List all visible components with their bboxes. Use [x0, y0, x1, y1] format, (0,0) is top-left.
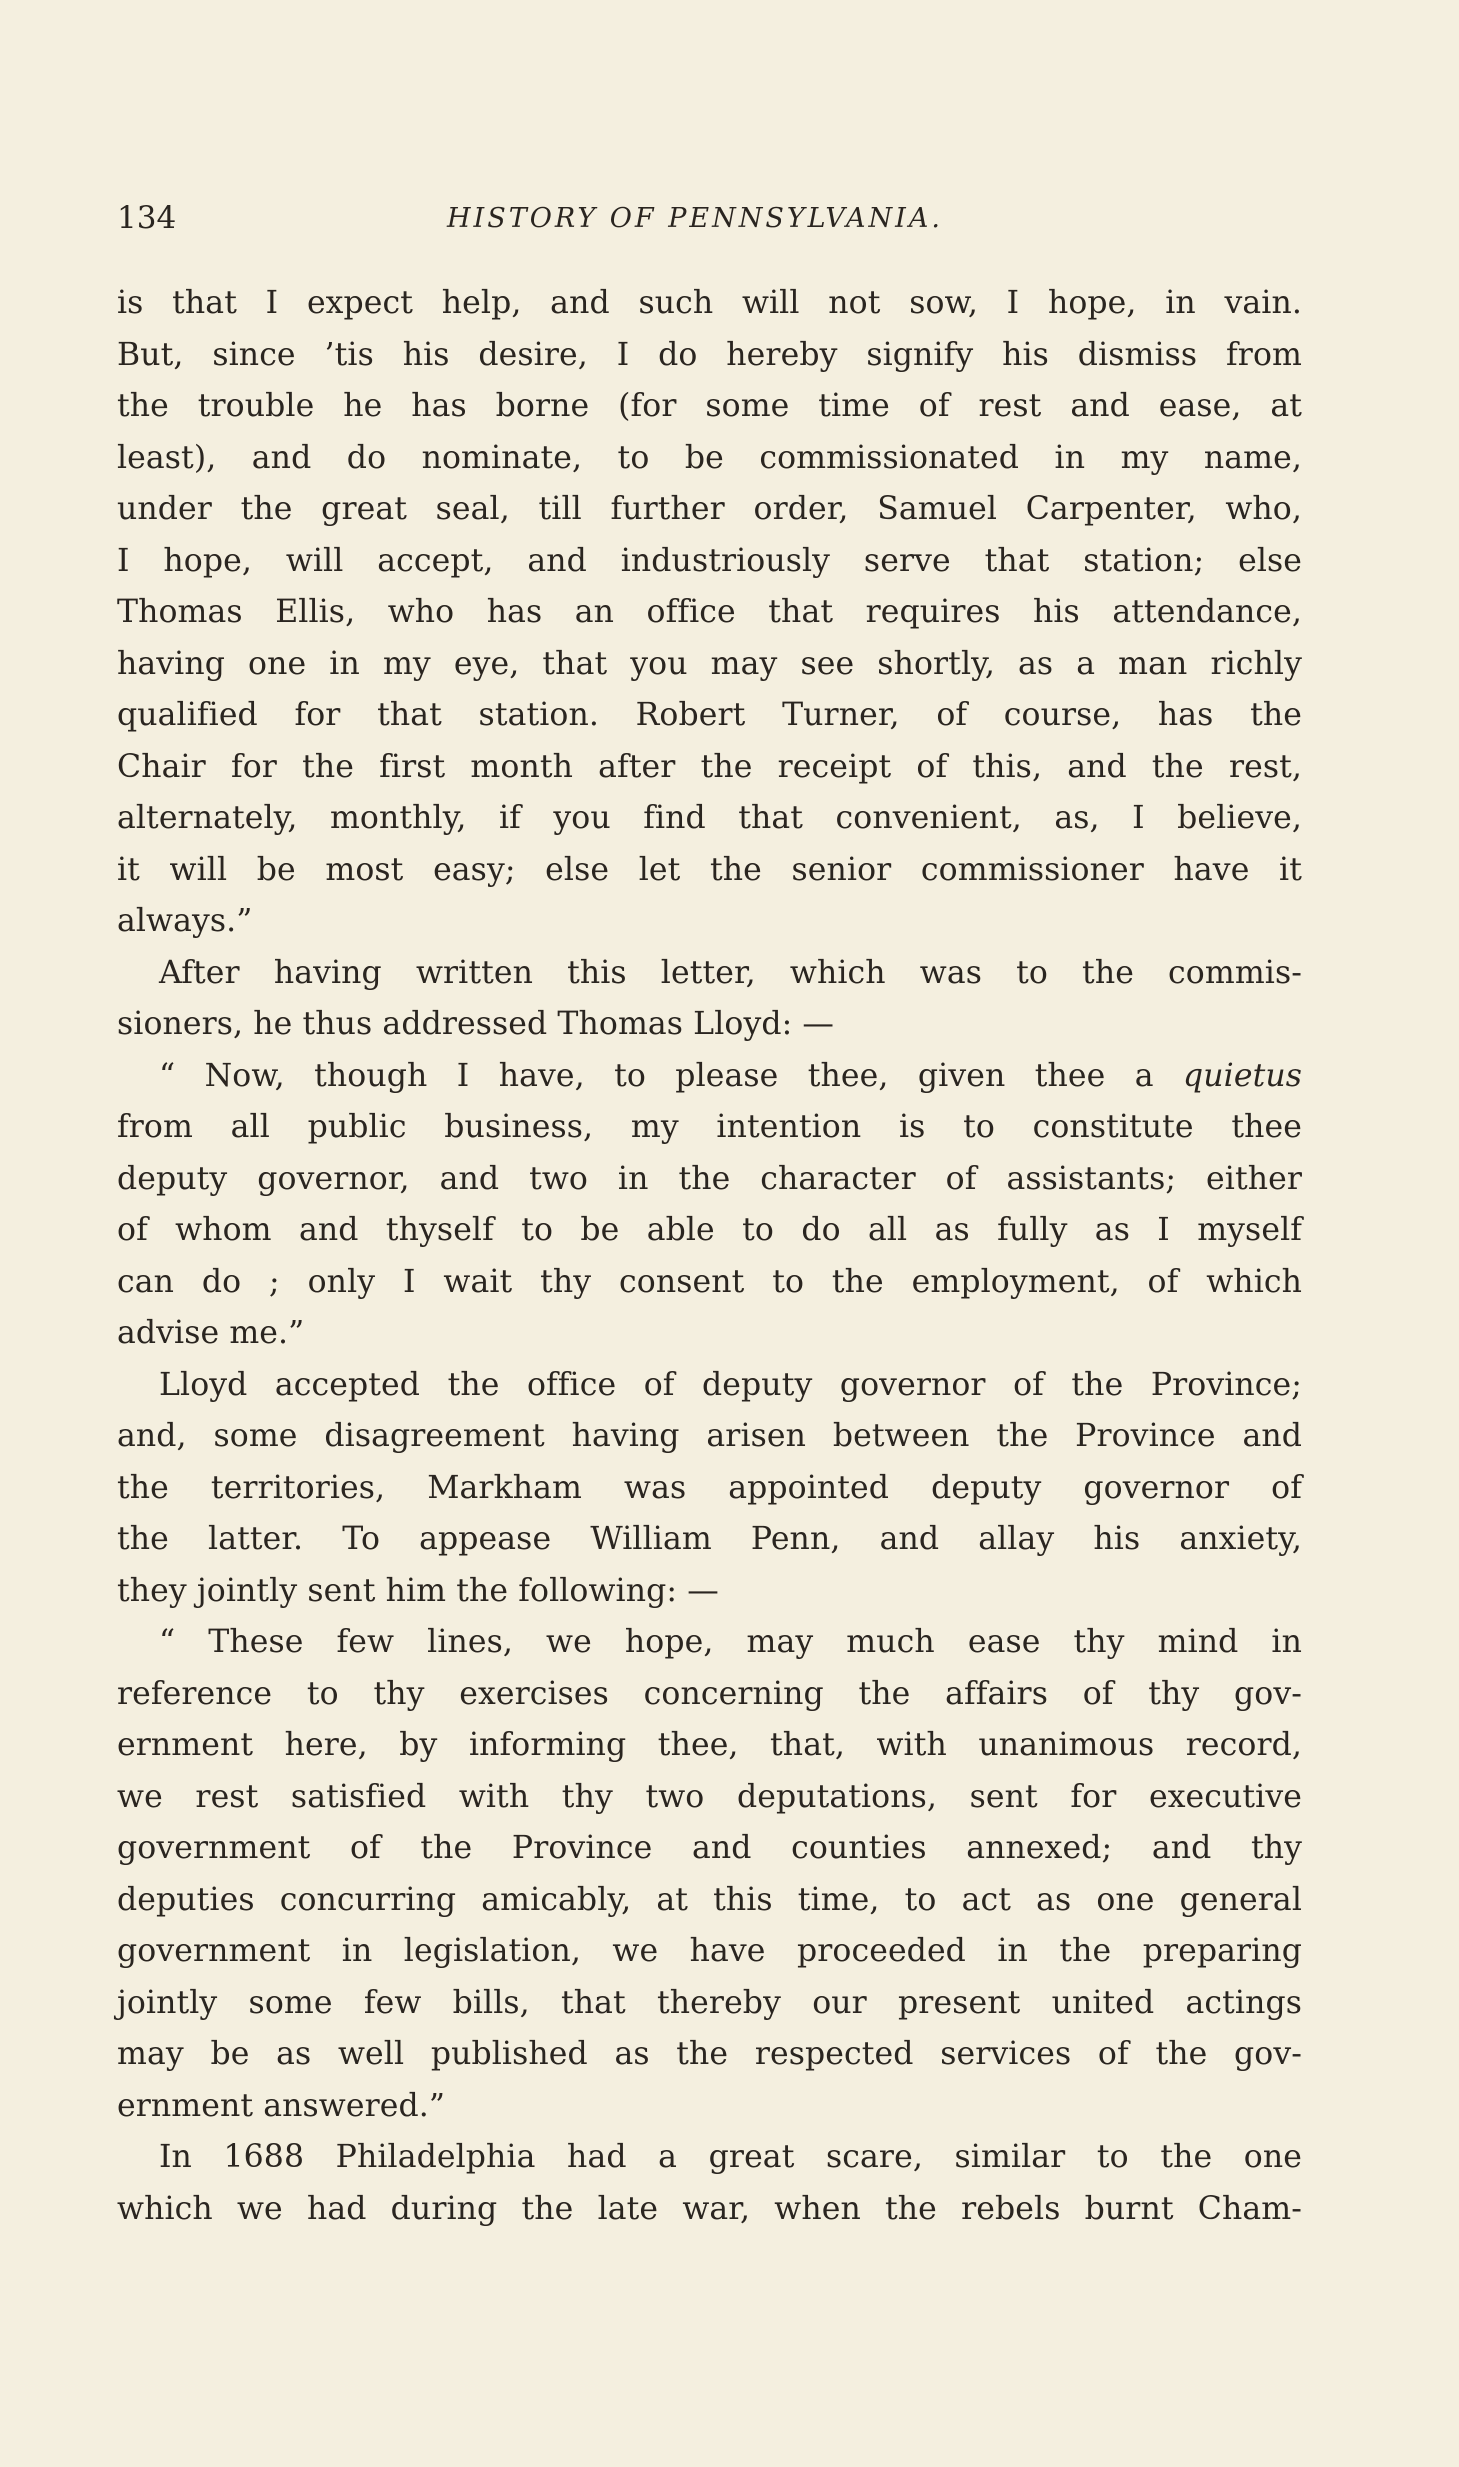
- page-number: 134: [117, 200, 177, 236]
- body-text: [117, 278, 1302, 2235]
- text-line: government of the Province and counties annexed; and thy: [117, 1830, 1302, 1866]
- text-line: After having written this letter, which was to the commis-: [159, 954, 1302, 991]
- text-line: Lloyd accepted the office of deputy governor of the Province;: [159, 1366, 1302, 1403]
- text-line: advise me.”: [117, 1315, 305, 1351]
- text-line: “ Now, though I have, to please thee, given thee a quietus: [159, 1057, 1302, 1094]
- text-line: the trouble he has borne (for some time of rest and ease, at: [117, 388, 1302, 424]
- text-line: “ These few lines, we hope, may much ease thy mind in: [159, 1624, 1302, 1660]
- text-line: ernment answered.”: [117, 2087, 446, 2124]
- text-line: under the great seal, till further order, Samuel Carpenter, who,: [117, 491, 1302, 527]
- text-line: reference to thy exercises concerning the affairs of thy gov-: [117, 1675, 1302, 1712]
- text-line: they jointly sent him the following: —: [117, 1572, 719, 1609]
- text-line: least), and do nominate, to be commissionated in my name,: [117, 439, 1302, 476]
- text-line: sioners, he thus addressed Thomas Lloyd: —: [117, 1006, 835, 1042]
- text-line: qualified for that station. Robert Turner, of course, has the: [117, 697, 1302, 733]
- text-line: alternately, monthly, if you find that convenient, as, I believe,: [117, 800, 1302, 836]
- text-line: is that I expect help, and such will not sow, I hope, in vain.: [117, 285, 1302, 321]
- text-line: may be as well published as the respected services of the gov-: [117, 2036, 1302, 2072]
- text-line: and, some disagreement having arisen between the Province and: [117, 1418, 1302, 1454]
- text-line: from all public business, my intention is to constitute thee: [117, 1109, 1302, 1145]
- text-line: the latter. To appease William Penn, and allay his anxiety,: [117, 1521, 1302, 1557]
- text-line: the territories, Markham was appointed deputy governor of: [117, 1469, 1302, 1506]
- text-line: which we had during the late war, when the rebels burnt Cham-: [117, 2190, 1302, 2227]
- text-line: it will be most easy; else let the senior commissioner have it: [117, 851, 1302, 888]
- page-header: [117, 200, 1302, 250]
- text-line: always.”: [117, 903, 253, 939]
- text-line: jointly some few bills, that thereby our present united actings: [117, 1984, 1302, 2021]
- text-line: of whom and thyself to be able to do all as fully as I myself: [117, 1212, 1302, 1248]
- running-title: HISTORY OF PENNSYLVANIA.: [447, 203, 943, 234]
- text-line: deputy governor, and two in the character of assistants; either: [117, 1160, 1302, 1197]
- text-line: deputies concurring amicably, at this time, to act as one general: [117, 1881, 1302, 1918]
- text-line: we rest satisfied with thy two deputations, sent for executive: [117, 1778, 1302, 1815]
- text-line: ernment here, by informing thee, that, with unanimous record,: [117, 1727, 1302, 1763]
- italic-word: quietus: [1183, 1057, 1302, 1094]
- text-line: can do ; only I wait thy consent to the employment, of which: [117, 1263, 1302, 1300]
- text-line: I hope, will accept, and industriously serve that station; else: [117, 542, 1302, 579]
- text-line: Thomas Ellis, who has an office that requires his attendance,: [117, 594, 1302, 630]
- text-line: government in legislation, we have proceeded in the preparing: [117, 1933, 1302, 1969]
- text-line: In 1688 Philadelphia had a great scare, similar to the one: [159, 2139, 1302, 2175]
- text-line: Chair for the first month after the receipt of this, and the rest,: [117, 748, 1302, 785]
- text-line: But, since ’tis his desire, I do hereby signify his dismiss from: [117, 336, 1302, 373]
- text-line: having one in my eye, that you may see shortly, as a man richly: [117, 645, 1302, 682]
